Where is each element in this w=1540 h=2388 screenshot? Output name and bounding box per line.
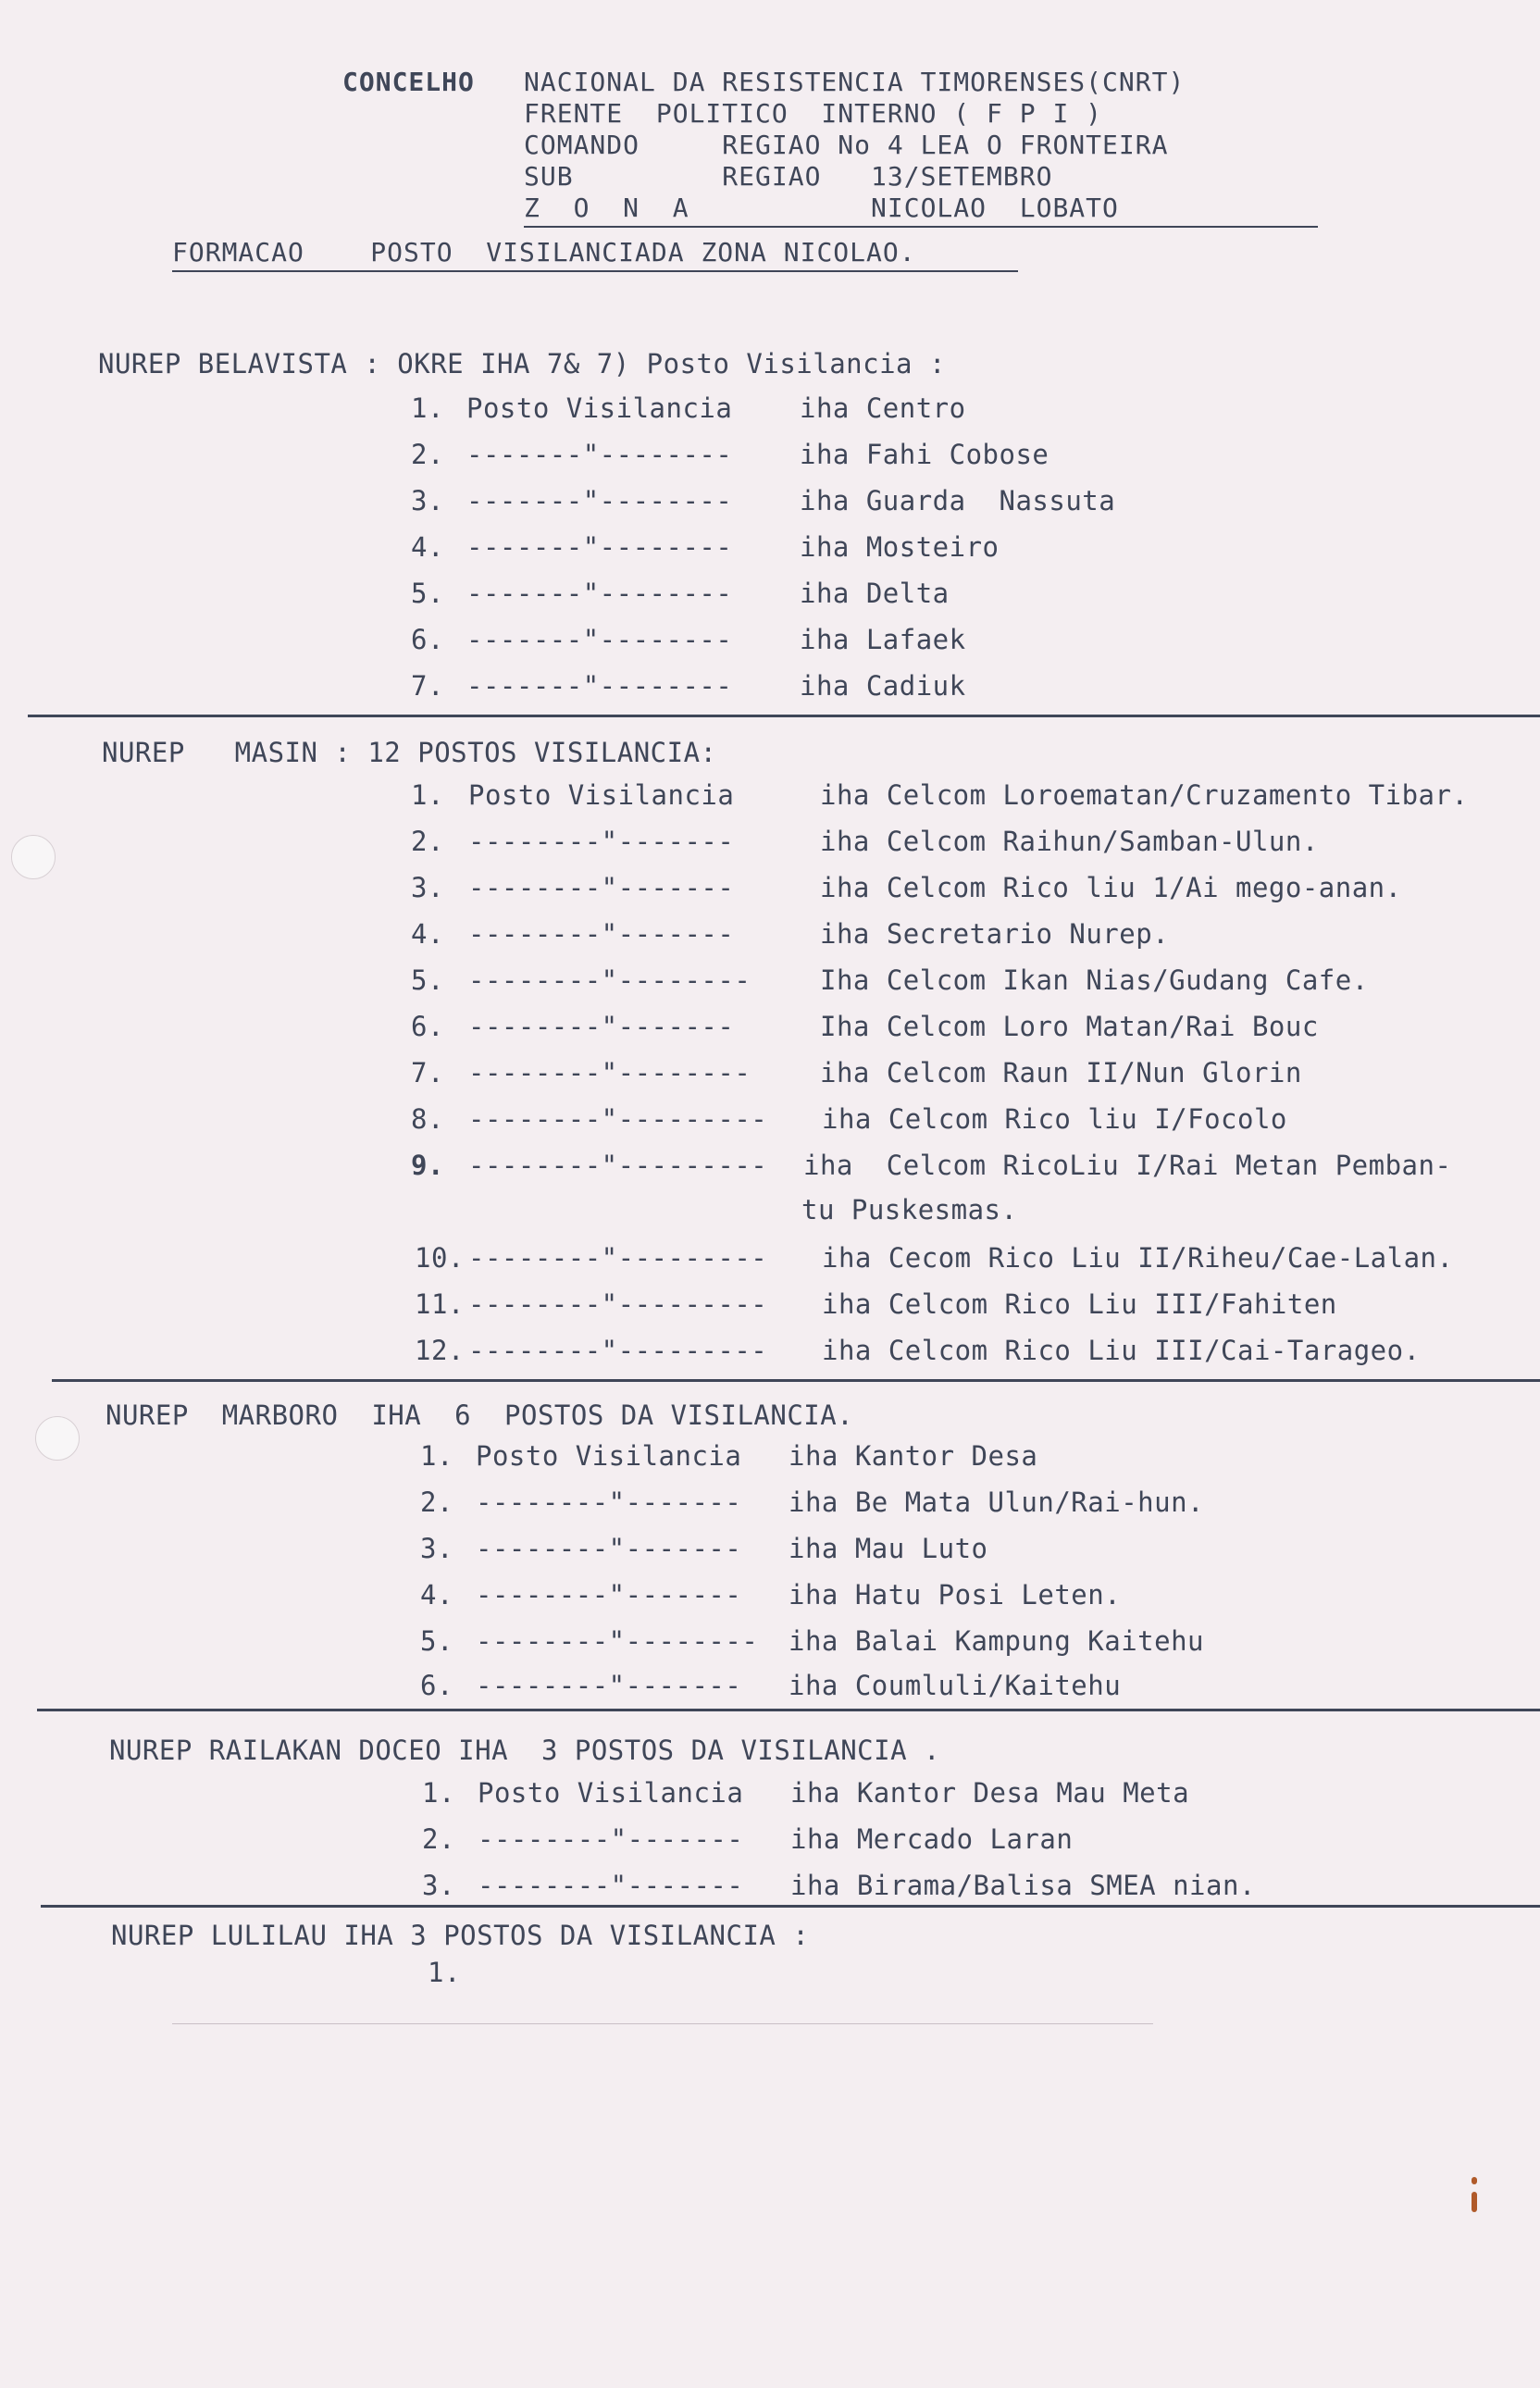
item-place: iha Secretario Nurep. [820,918,1170,950]
section-heading-railakan: NUREP RAILAKAN DOCEO IHA 3 POSTOS DA VISILANCIA . [109,1735,940,1766]
item-place: iha Delta [800,578,950,609]
section-heading-lulilau: NUREP LULILAU IHA 3 POSTOS DA VISILANCIA : [111,1920,810,1951]
item-post: -------"-------- [466,531,733,563]
item-post: --------"------- [478,1870,744,1901]
item-post: --------"------- [476,1533,742,1564]
item-post: Posto Visilancia [468,779,735,811]
item-place: iha Balai Kampung Kaitehu [789,1625,1204,1657]
item-post: --------"------- [476,1486,742,1518]
item-place: iha Be Mata Ulun/Rai-hun. [789,1486,1204,1518]
item-place: iha Cecom Rico Liu II/Riheu/Cae-Lalan. [822,1242,1454,1274]
item-post: --------"-------- [468,964,751,996]
header-zone: Z O N A NICOLAO LOBATO [524,193,1119,223]
item-place: iha Birama/Balisa SMEA nian. [790,1870,1256,1901]
section-heading-belavista: NUREP BELAVISTA : OKRE IHA 7& 7) Posto Visilancia : [98,348,946,379]
item-number: 7. [411,670,444,702]
item-number: 9. [411,1150,444,1181]
item-number: 6. [420,1670,453,1701]
item-place: iha Celcom Rico Liu III/Cai-Tarageo. [822,1335,1421,1366]
subtitle-underline [172,270,1018,272]
item-number: 1. [411,779,444,811]
item-number: 1. [411,392,444,424]
item-post: --------"--------- [468,1150,768,1181]
item-place: iha Kantor Desa Mau Meta [790,1777,1190,1809]
item-number: 12. [415,1335,465,1366]
item-number: 4. [420,1579,453,1611]
section-divider [41,1905,1540,1908]
item-number: 3. [422,1870,455,1901]
section-divider [37,1709,1540,1711]
item-post: --------"--------- [468,1103,768,1135]
item-post: -------"-------- [466,439,733,470]
item-place: iha Fahi Cobose [800,439,1049,470]
section-divider [28,715,1540,717]
item-place: iha Kantor Desa [789,1440,1038,1472]
item-post: -------"-------- [466,670,733,702]
header-org-label: CONCELHO [342,67,475,97]
stain-mark [1472,2177,1477,2184]
document-subtitle: FORMACAO POSTO VISILANCIADA ZONA NICOLAO. [172,237,916,267]
item-post: Posto Visilancia [478,1777,744,1809]
item-place: iha Lafaek [800,624,966,655]
item-post: --------"------- [468,826,735,857]
item-post: Posto Visilancia [466,392,733,424]
header-front: FRENTE POLITICO INTERNO ( F P I ) [524,98,1103,129]
item-number: 1. [428,1957,461,1988]
stain-mark [1472,2192,1477,2212]
item-number: 2. [411,439,444,470]
header-divider [524,226,1318,228]
item-number: 11. [415,1288,465,1320]
header-org-name: NACIONAL DA RESISTENCIA TIMORENSES(CNRT) [524,67,1186,97]
item-place: iha Coumluli/Kaitehu [789,1670,1122,1701]
item-post: --------"-------- [476,1625,759,1657]
item-place-continued: tu Puskesmas. [801,1194,1018,1225]
item-number: 6. [411,1011,444,1042]
item-post: --------"------- [476,1670,742,1701]
item-number: 10. [415,1242,465,1274]
item-place: iha Celcom Raun II/Nun Glorin [820,1057,1302,1088]
item-post: --------"------- [468,918,735,950]
item-post: -------"-------- [466,624,733,655]
section-heading-masin: NUREP MASIN : 12 POSTOS VISILANCIA: [102,737,717,768]
item-number: 2. [422,1823,455,1855]
item-place: iha Celcom Rico liu 1/Ai mego-anan. [820,872,1402,903]
item-number: 4. [411,531,444,563]
item-post: --------"--------- [468,1288,768,1320]
item-number: 6. [411,624,444,655]
item-post: --------"------- [478,1823,744,1855]
item-place: iha Hatu Posi Leten. [789,1579,1122,1611]
punch-hole [35,1416,80,1461]
item-post: --------"------- [468,1011,735,1042]
item-number: 5. [411,578,444,609]
item-place: iha Cadiuk [800,670,966,702]
item-number: 3. [411,485,444,516]
item-number: 2. [411,826,444,857]
item-place: iha Celcom Raihun/Samban-Ulun. [820,826,1319,857]
item-place: iha Celcom Loroematan/Cruzamento Tibar. [820,779,1469,811]
item-number: 5. [420,1625,453,1657]
item-place: iha Mau Luto [789,1533,988,1564]
item-place: Iha Celcom Loro Matan/Rai Bouc [820,1011,1319,1042]
item-place: iha Mercado Laran [790,1823,1074,1855]
item-number: 3. [420,1533,453,1564]
item-post: -------"-------- [466,578,733,609]
item-post: -------"-------- [466,485,733,516]
item-post: --------"--------- [468,1335,768,1366]
item-number: 2. [420,1486,453,1518]
item-place: iha Guarda Nassuta [800,485,1116,516]
section-heading-marboro: NUREP MARBORO IHA 6 POSTOS DA VISILANCIA. [106,1399,854,1431]
item-number: 1. [422,1777,455,1809]
item-post: --------"------- [476,1579,742,1611]
item-place: iha Celcom Rico Liu III/Fahiten [822,1288,1337,1320]
header-subregion: SUB REGIAO 13/SETEMBRO [524,161,1053,192]
item-place: iha Celcom RicoLiu I/Rai Metan Pemban- [803,1150,1452,1181]
item-place: iha Centro [800,392,966,424]
item-number: 3. [411,872,444,903]
header-command: COMANDO REGIAO No 4 LEA O FRONTEIRA [524,130,1169,160]
faint-line [172,2023,1153,2024]
item-number: 4. [411,918,444,950]
punch-hole [11,835,56,879]
item-post: Posto Visilancia [476,1440,742,1472]
item-post: --------"--------- [468,1242,768,1274]
item-number: 8. [411,1103,444,1135]
item-number: 1. [420,1440,453,1472]
item-number: 7. [411,1057,444,1088]
item-number: 5. [411,964,444,996]
item-post: --------"-------- [468,1057,751,1088]
item-place: iha Mosteiro [800,531,1000,563]
item-post: --------"------- [468,872,735,903]
item-place: iha Celcom Rico liu I/Focolo [822,1103,1287,1135]
item-place: Iha Celcom Ikan Nias/Gudang Cafe. [820,964,1369,996]
section-divider [52,1379,1540,1382]
